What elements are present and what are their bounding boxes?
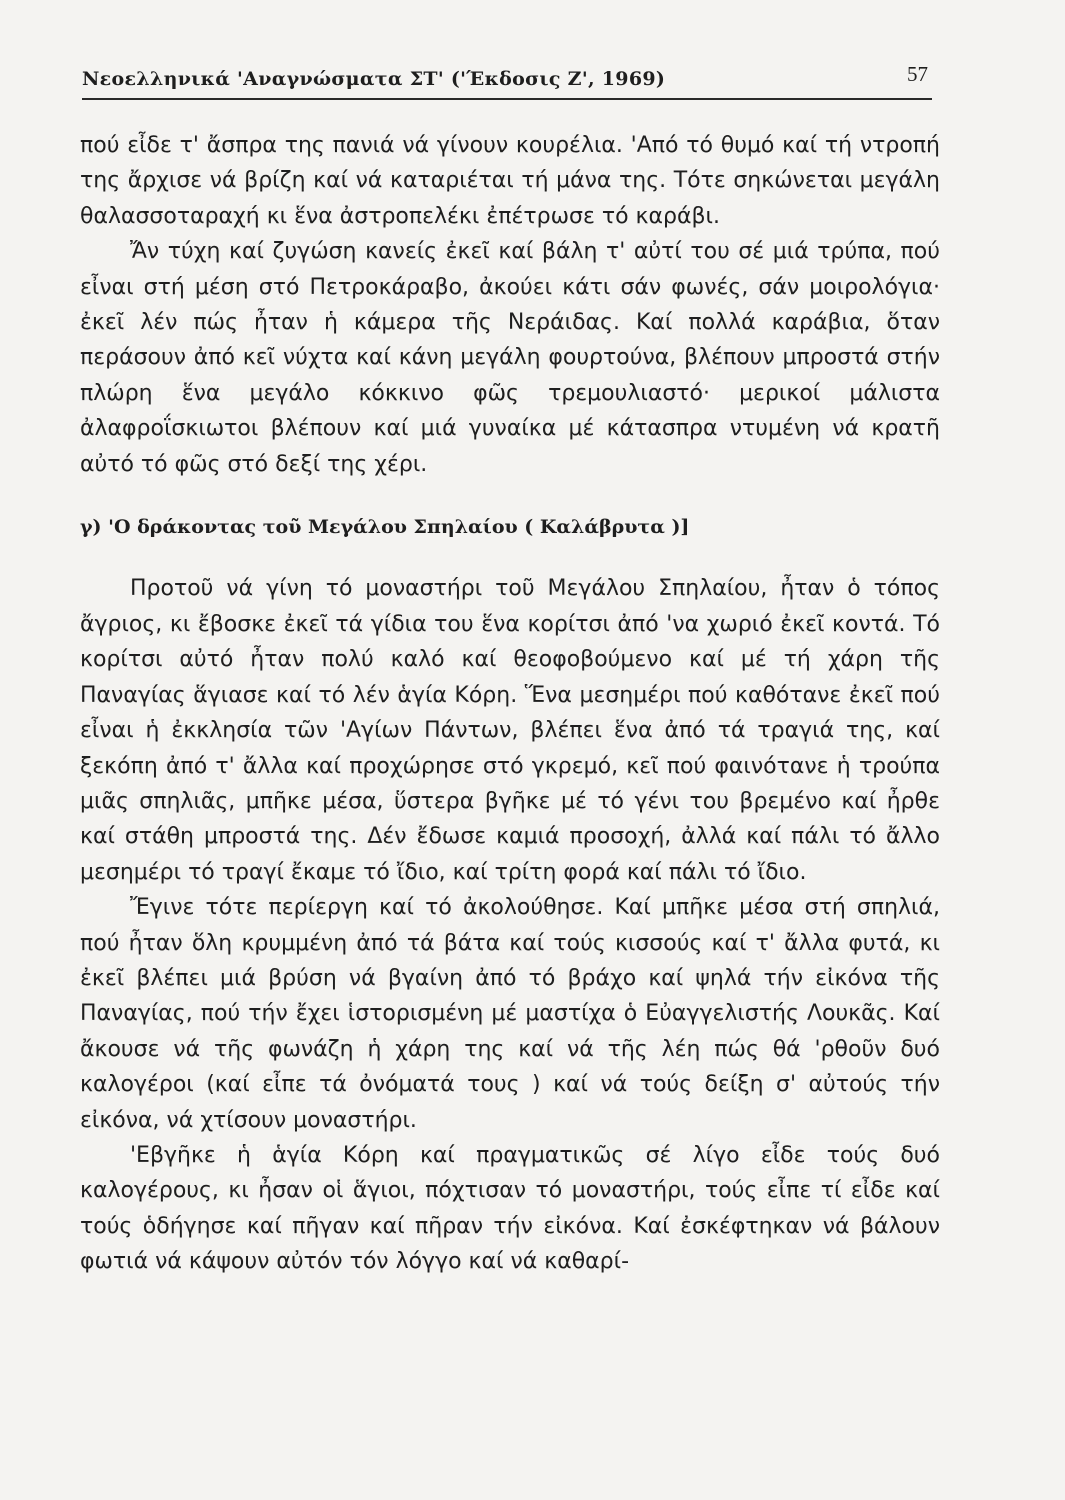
running-title: Νεοελληνικά 'Αναγνώσματα ΣΤ' ('Έκδοσις Ζ', 1969) [82,68,666,90]
paragraph-4: Ἔγινε τότε περίεργη καί τό ἀκολούθησε. Καί μπῆκε μέσα στή σπηλιά, πού ἦταν ὅλη κρυμμένη ἀπό τά βάτα καί τούς κισσούς καί τ' ἄλλα φυτά, κι ἐκεῖ βλέπει μιά βρύση νά βγαίνη ἀπό τό βράχο καί ψηλά τήν εἰκόνα τῆς Παναγίας, πού τήν ἔχει ἱστορισμένη μέ μαστίχα ὁ Εὐαγγελιστής Λουκᾶς. Καί ἄκουσε νά τῆς φωνάζη ἡ χάρη της καί νά τῆς λέη πώς θά 'ρθοῦν δυό καλογέροι (καί εἶπε τά ὀνόματά τους ) καί νά τούς δείξη σ' αὐτούς τήν εἰκόνα, νά χτίσουν μοναστήρι. [80,895,940,1133]
page-number: 57 [907,62,928,86]
paragraph-1: πού εἶδε τ' ἄσπρα της πανιά νά γίνουν κουρέλια. 'Από τό θυμό καί τή ντροπή της ἄρχισε νά βρίζη καί νά καταριέται τή μάνα της. Τότε σηκώνεται μεγάλη θαλασσοταραχή κι ἕνα ἀστροπελέκι ἐπέτρωσε τό καράβι. [80,133,940,229]
paragraph-5: 'Εβγῆκε ἡ ἁγία Κόρη καί πραγματικῶς σέ λίγο εἶδε τούς δυό καλογέρους, κι ἦσαν οἱ ἅγιοι, πόχτισαν τό μοναστήρι, τούς εἶπε τί εἶδε καί τούς ὁδήγησε καί πῆγαν καί πῆραν τήν εἰκόνα. Καί ἐσκέφτηκαν νά βάλουν φωτιά νά κάψουν αὐτόν τόν λόγγο καί νά καθαρί- [80,1142,940,1275]
paragraph-3: Προτοῦ νά γίνη τό μοναστήρι τοῦ Μεγάλου Σπηλαίου, ἦταν ὁ τόπος ἄγριος, κι ἔβοσκε ἐκεῖ τά γίδια του ἕνα κορίτσι ἀπό 'να χωριό ἐκεῖ κοντά. Τό κορίτσι αὐτό ἦταν πολύ καλό καί θεοφοβούμενο καί μέ τή χάρη τῆς Παναγίας ἅγιασε καί τό λέν ἁγία Κόρη. Ἕνα μεσημέρι πού καθότανε ἐκεῖ πού εἶναι ἡ ἐκκλησία τῶν 'Αγίων Πάντων, βλέπει ἕνα ἀπό τά τραγιά της, καί ξεκόπη ἀπό τ' ἄλλα καί προχώρησε στό γκρεμό, κεῖ πού φαινότανε ἡ τρούπα μιᾶς σπηλιᾶς, μπῆκε μέσα, ὕστερα βγῆκε μέ τό γένι του βρεμένο καί ἦρθε καί στάθη μπροστά της. Δέν ἔδωσε καμιά προσοχή, ἀλλά καί πάλι τό ἄλλο μεσημέρι τό τραγί ἔκαμε τό ἴδιο, καί τρίτη φορά καί πάλι τό ἴδιο. [80,576,940,885]
page-header [82,62,932,100]
page-body [80,128,940,1280]
paragraph-2: Ἄν τύχη καί ζυγώση κανείς ἐκεῖ καί βάλη τ' αὐτί του σέ μιά τρύπα, πού εἶναι στή μέση στό Πετροκάραβο, ἀκούει κάτι σάν φωνές, σάν μοιρολόγια· ἐκεῖ λέν πώς ἦταν ἡ κάμερα τῆς Νεράιδας. Καί πολλά καράβια, ὅταν περάσουν ἀπό κεῖ νύχτα καί κάνη μεγάλη φουρτούνα, βλέπουν μπροστά στήν πλώρη ἕνα μεγάλο κόκκινο φῶς τρεμουλιαστό· μερικοί μάλιστα ἀλαφροΐσκιωτοι βλέπουν καί μιά γυναίκα μέ κάτασπρα ντυμένη νά κρατῆ αὐτό τό φῶς στό δεξί της χέρι. [80,239,940,477]
section-title: γ) 'Ο δράκοντας τοῦ Μεγάλου Σπηλαίου ( Καλάβρυτα )] [80,516,690,539]
